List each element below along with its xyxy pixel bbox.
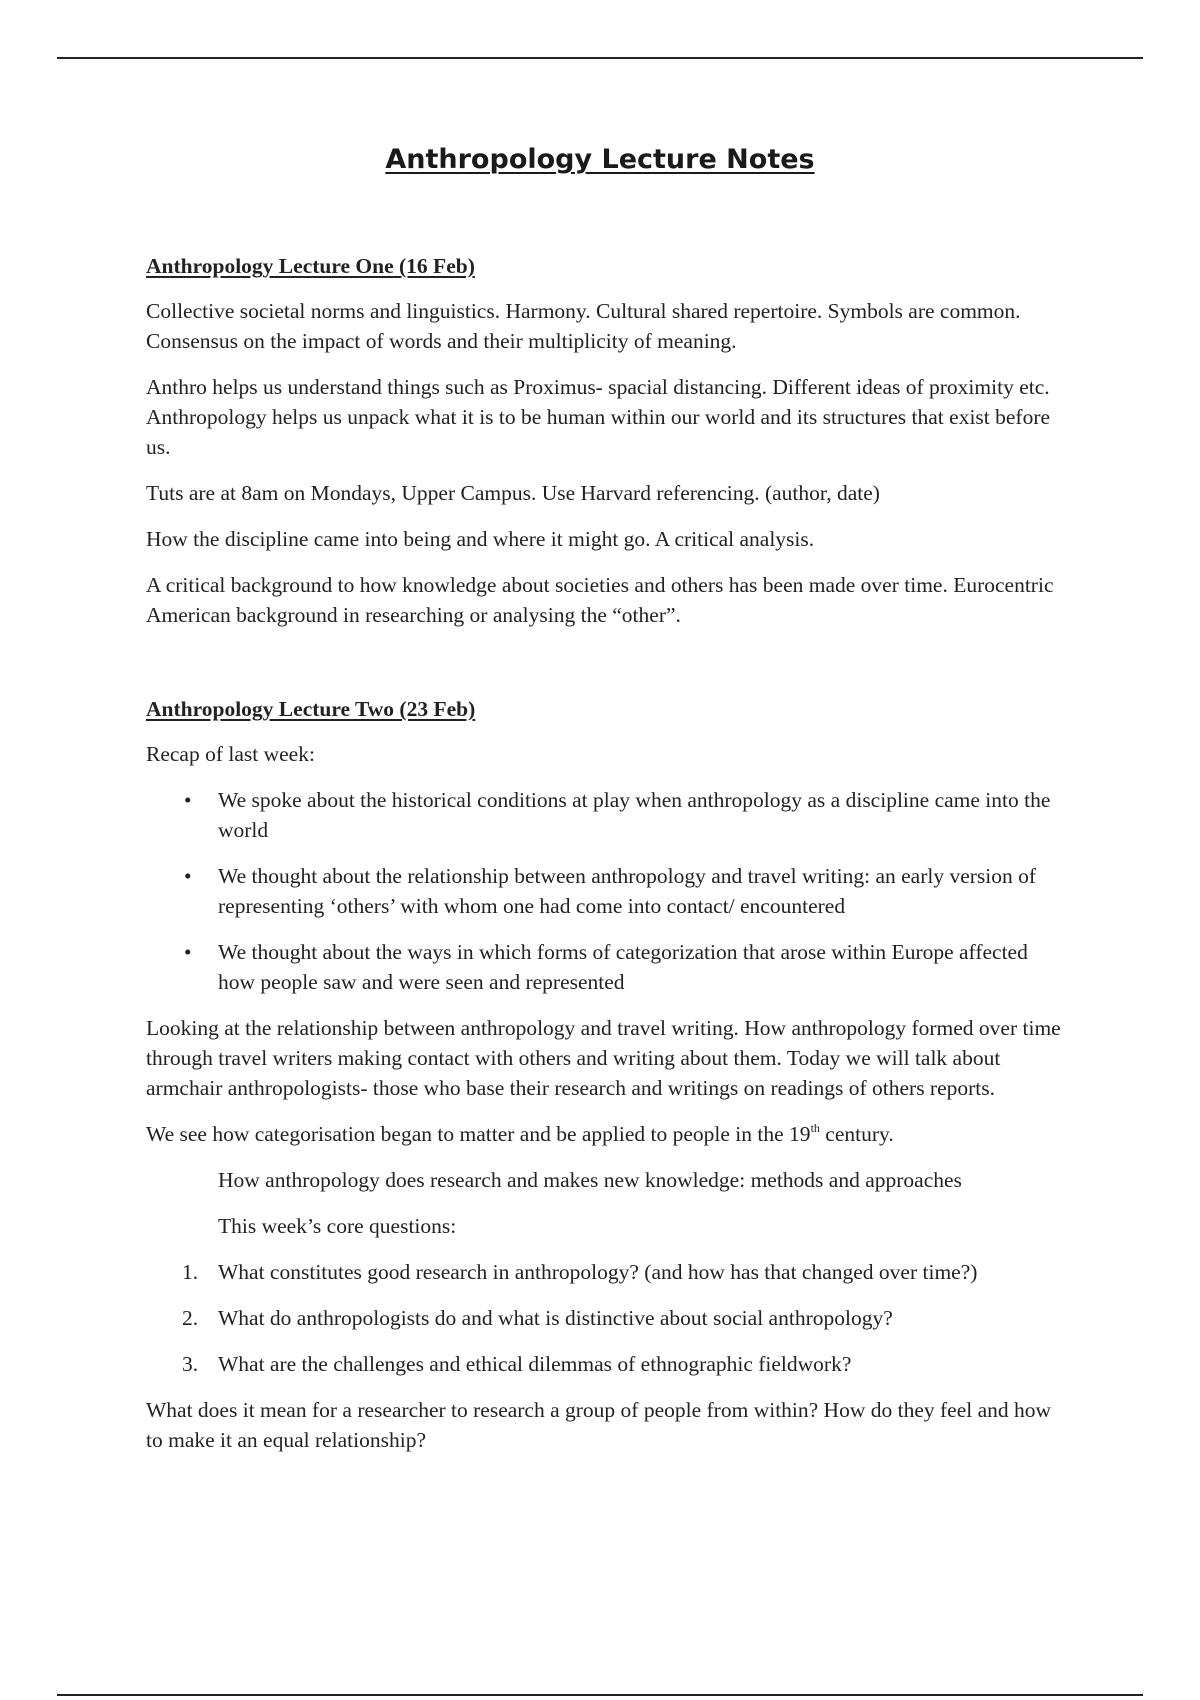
bullet-text: We thought about the ways in which forms of categorization that arose within Europe affected how people saw and were seen and represented <box>218 940 1028 994</box>
bullet-icon: • <box>184 940 192 964</box>
recap-intro: Recap of last week: <box>146 742 315 766</box>
bullet-text: We spoke about the historical conditions at play when anthropology as a discipline came into the world <box>218 788 1051 842</box>
list-item <box>146 1349 1066 1379</box>
list-item <box>146 937 1066 997</box>
lecture-one-paragraph: A critical background to how knowledge about societies and others has been made over time. Eurocentric American background in researching or analysing the “other”. <box>146 573 1054 627</box>
methods-line: How anthropology does research and makes new knowledge: methods and approaches <box>218 1168 962 1192</box>
question-number: 3. <box>182 1352 199 1376</box>
categorisation-text-start: We see how categorisation began to matter and be applied to people in the 19 <box>146 1122 811 1146</box>
relationship-paragraph: Looking at the relationship between anthropology and travel writing. How anthropology formed over time through travel writers making contact with others and writing about them. Today we will talk about armchair anthropologists- those who base their research and writings on readings of others reports. <box>146 1016 1061 1100</box>
document-body <box>146 251 1066 1471</box>
categorisation-paragraph <box>146 1119 1066 1149</box>
document-title: Anthropology Lecture Notes <box>385 144 815 175</box>
recap-bullet-list <box>146 785 1066 997</box>
lecture-one-paragraph: Anthro helps us understand things such as Proximus- spacial distancing. Different ideas of proximity etc. Anthropology helps us unpack what it is to be human within our world and its structures that exist before us. <box>146 375 1051 459</box>
closing-paragraph: What does it mean for a researcher to research a group of people from within? How do they feel and how to make it an equal relationship? <box>146 1398 1052 1452</box>
question-number: 2. <box>182 1306 199 1330</box>
bullet-icon: • <box>184 864 192 888</box>
lecture-two-heading: Anthropology Lecture Two (23 Feb) <box>146 697 476 721</box>
bullet-text: We thought about the relationship between anthropology and travel writing: an early version of representing ‘others’ with whom one had come into contact/ encountered <box>218 864 1037 918</box>
question-text: What do anthropologists do and what is distinctive about social anthropology? <box>218 1306 893 1330</box>
core-questions-intro: This week’s core questions: <box>218 1214 457 1238</box>
list-item <box>146 861 1066 921</box>
bullet-icon: • <box>184 788 192 812</box>
list-item <box>146 1303 1066 1333</box>
core-questions-list <box>146 1257 1066 1379</box>
lecture-one-heading: Anthropology Lecture One (16 Feb) <box>146 254 475 278</box>
categorisation-text-end: century. <box>819 1122 894 1146</box>
lecture-one-paragraph: Tuts are at 8am on Mondays, Upper Campus. Use Harvard referencing. (author, date) <box>146 481 880 505</box>
top-rule <box>57 57 1143 59</box>
ordinal-superscript: th <box>810 1121 820 1135</box>
list-item <box>146 1257 1066 1287</box>
list-item <box>146 785 1066 845</box>
question-text: What are the challenges and ethical dilemmas of ethnographic fieldwork? <box>218 1352 852 1376</box>
question-number: 1. <box>182 1260 199 1284</box>
bottom-rule <box>57 1694 1143 1696</box>
lecture-one-paragraph: How the discipline came into being and where it might go. A critical analysis. <box>146 527 815 551</box>
lecture-one-paragraph: Collective societal norms and linguistics. Harmony. Cultural shared repertoire. Symbols are common. Consensus on the impact of words and their multiplicity of meaning. <box>146 299 1021 353</box>
question-text: What constitutes good research in anthropology? (and how has that changed over time?) <box>218 1260 978 1284</box>
